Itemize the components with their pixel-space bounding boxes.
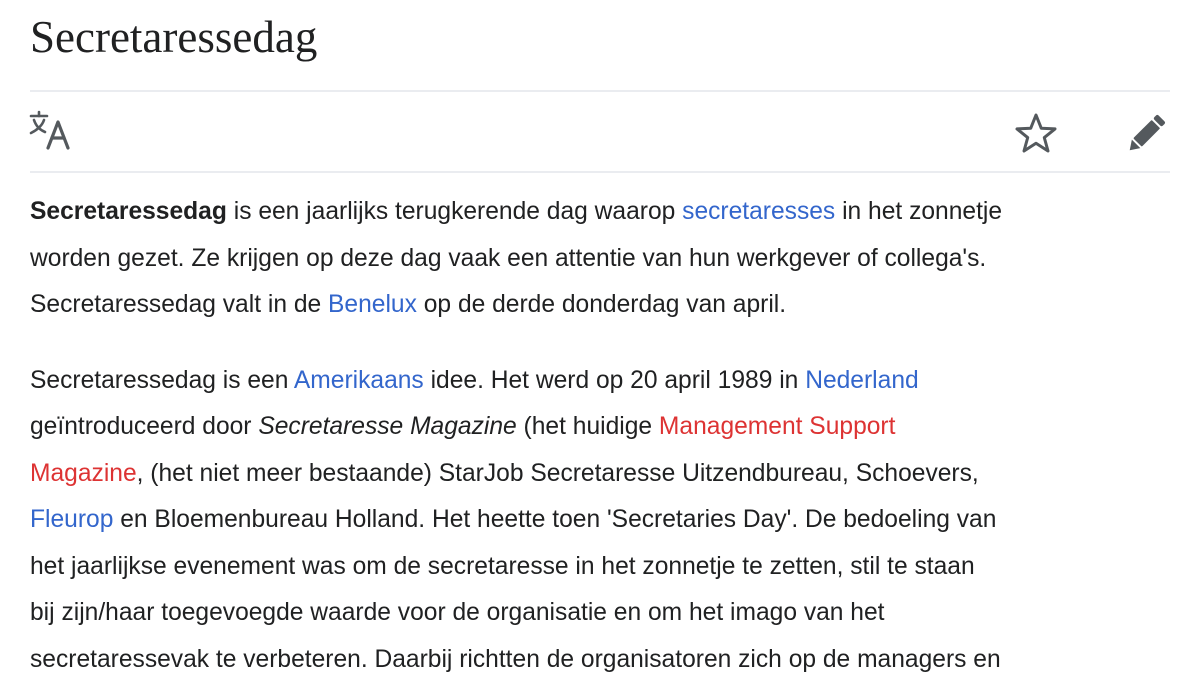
text-line: worden gezet. Ze krijgen op deze dag vaak een attentie van hun werkgever of collega's.: [30, 244, 987, 272]
text-line: [30, 451, 1180, 498]
text-run: op de derde donderdag van april.: [416, 291, 787, 318]
text-line: [30, 282, 1180, 329]
history-paragraph: [30, 358, 1180, 674]
text-run: Secretaressedag valt in de: [30, 291, 329, 318]
text-run: geïntroduceerd door: [30, 413, 259, 440]
text-line: [30, 358, 1180, 405]
text-line: bij zijn/haar toegevoegde waarde voor de organisatie en om het imago van het: [30, 599, 885, 626]
text-run: , (het niet meer bestaande) StarJob Secretaresse Uitzendbureau, Schoevers,: [136, 459, 979, 487]
text-run: en Bloemenbureau Holland. Het heette toen 'Secretaries Day'. De bedoeling van: [113, 506, 997, 533]
text-run: (het huidige: [516, 413, 659, 440]
text-line: het jaarlijkse evenement was om de secretaresse in het zonnetje te zetten, stil te staan: [30, 552, 975, 580]
language-translate-icon[interactable]: [28, 110, 76, 154]
link-benelux[interactable]: Benelux: [328, 291, 417, 318]
intro-paragraph: [30, 189, 1180, 329]
text-line: [30, 404, 1180, 451]
italic-title: Secretaresse Magazine: [258, 413, 517, 440]
text-run: Secretaressedag is een: [30, 366, 294, 394]
pencil-icon[interactable]: [1122, 110, 1170, 158]
link-management-support-magazine-cont[interactable]: Magazine: [30, 459, 137, 487]
link-fleurop[interactable]: Fleurop: [30, 506, 114, 533]
text-run: idee. Het werd op 20 april 1989 in: [423, 366, 806, 394]
article-content: [30, 189, 1180, 674]
link-nederland[interactable]: Nederland: [805, 366, 919, 394]
star-icon[interactable]: [1012, 110, 1060, 158]
text-run: in het zonnetje: [835, 198, 1003, 225]
text-line: [30, 189, 1180, 236]
bold-term: Secretaressedag: [30, 198, 227, 225]
toolbar-divider: [30, 171, 1170, 173]
link-secretaresses[interactable]: secretaresses: [682, 198, 836, 225]
text-line: [30, 497, 1180, 544]
text-run: is een jaarlijks terugkerende dag waarop: [226, 198, 683, 225]
link-amerikaans[interactable]: Amerikaans: [293, 366, 424, 394]
link-management-support-magazine[interactable]: Management Support: [658, 413, 896, 440]
title-divider: [30, 90, 1170, 92]
page-title: Secretaressedag: [30, 12, 318, 62]
text-line: secretaressevak te verbeteren. Daarbij richtten de organisatoren zich op de managers en: [30, 645, 1001, 673]
